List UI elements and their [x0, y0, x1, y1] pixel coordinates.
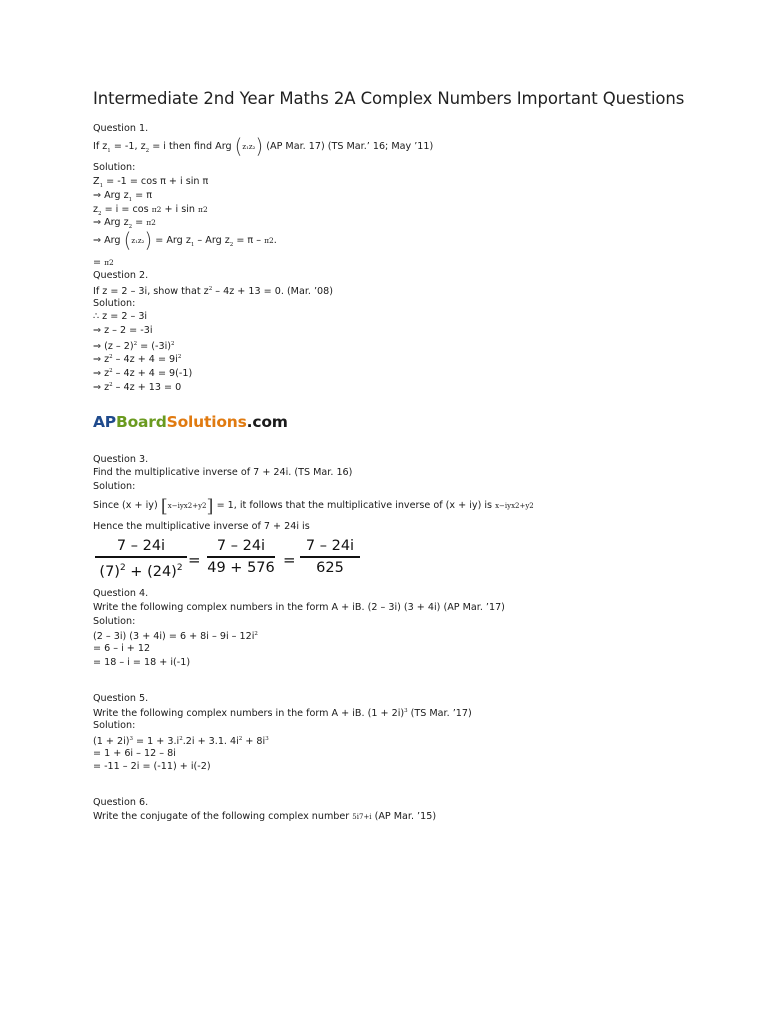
numerator: 7 – 24i: [216, 538, 266, 554]
numerator: 7 – 24i: [305, 538, 355, 554]
text: ⇒ (z – 2): [93, 341, 134, 353]
right-paren: ): [144, 228, 153, 252]
superscript: 2: [133, 341, 138, 347]
denominator: 625: [316, 559, 344, 576]
text: – 4z + 13 = 0. (Mar. ’08): [212, 286, 334, 298]
fraction-bar: [300, 556, 360, 558]
superscript: 3: [129, 736, 133, 742]
subscript: 2: [98, 210, 102, 217]
fraction-bar: [207, 556, 275, 558]
text: ⇒ Arg: [93, 235, 124, 246]
q3-step-1: [93, 496, 534, 517]
fraction-pi-2: π2: [198, 205, 208, 214]
q5-heading: Question 5.: [93, 693, 149, 704]
text: =: [132, 217, 147, 228]
fraction-bar: [95, 556, 187, 558]
equals-sign: =: [188, 551, 201, 569]
numerator: 7 – 24i: [116, 538, 166, 554]
text: (1 + 2i): [93, 736, 130, 748]
text: – 4z + 4 = 9i: [112, 354, 178, 366]
right-bracket: ]: [206, 496, 214, 517]
q1-statement: [93, 134, 434, 158]
text: Since (x + iy): [93, 500, 161, 511]
q2-statement: [93, 283, 333, 298]
text: =: [93, 257, 105, 268]
q2-heading: Question 2.: [93, 270, 149, 281]
apboardsolutions-logo[interactable]: [93, 413, 288, 431]
left-paren: (: [234, 134, 243, 158]
text: + 8i: [242, 736, 266, 748]
q3-equation: [95, 537, 365, 589]
q5-solution-label: Solution:: [93, 720, 136, 731]
superscript: 2: [176, 562, 183, 573]
q1-step-6: [93, 256, 114, 269]
fraction-pi-2: π2: [146, 218, 156, 227]
superscript: 3: [265, 736, 269, 742]
text: ⇒ Arg z: [93, 217, 129, 228]
q6-heading: Question 6.: [93, 797, 149, 808]
superscript: 2: [179, 736, 183, 742]
text: (2 – 3i) (3 + 4i) = 6 + 8i – 9i – 12i: [93, 631, 255, 643]
q1-heading: Question 1.: [93, 123, 149, 134]
superscript: 2: [119, 562, 126, 573]
q3-heading: Question 3.: [93, 454, 149, 465]
fraction-3: [300, 537, 360, 578]
text: .2i + 3.1. 4i: [182, 736, 239, 748]
fraction-pi-2: π2: [151, 205, 162, 214]
superscript: 2: [238, 736, 243, 742]
fraction-pi-2: π2: [264, 236, 274, 245]
text: (AP Mar. 17) (TS Mar.’ 16; May ’11): [263, 141, 434, 152]
superscript: 2: [109, 382, 113, 388]
text: = 1 + 3.i: [133, 736, 180, 748]
logo-solutions: Solutions: [166, 413, 247, 431]
denominator: 49 + 576: [207, 559, 275, 576]
text: = -1 = cos π + i sin π: [103, 176, 209, 187]
q4-step-3: = 18 – i = 18 + i(-1): [93, 657, 191, 668]
superscript: 2: [177, 354, 182, 360]
q6-statement: [93, 810, 436, 824]
text: = 1, it follows that the multiplicative inverse of (x + iy) is: [213, 500, 496, 511]
q2-step-4: [93, 351, 181, 366]
subscript: 1: [99, 182, 104, 189]
superscript: 2: [170, 341, 175, 347]
q3-statement: Find the multiplicative inverse of 7 + 24i. (TS Mar. 16): [93, 467, 353, 478]
q2-solution-label: Solution:: [93, 298, 136, 309]
q5-step-1: [93, 733, 269, 748]
q4-step-1: [93, 628, 258, 643]
text: .: [273, 235, 277, 246]
text: ⇒ z: [93, 382, 110, 394]
text: = π –: [233, 235, 265, 246]
fraction-z1-z2: z₁z₂: [242, 143, 256, 151]
denominator: [95, 559, 187, 582]
text: = π: [132, 190, 153, 201]
text: – 4z + 13 = 0: [112, 382, 182, 394]
text: + (24): [125, 563, 177, 580]
q1-step-5: [93, 228, 277, 252]
text: – Arg z: [194, 235, 230, 246]
fraction-1: [95, 537, 187, 582]
q2-step-6: [93, 379, 181, 394]
text: = -1, z: [110, 141, 146, 152]
left-bracket: [: [160, 496, 168, 517]
subscript: 2: [145, 147, 150, 154]
superscript: 2: [254, 631, 258, 637]
fraction-inverse: x−iyx2+y2: [167, 502, 207, 510]
q2-step-2: ⇒ z – 2 = -3i: [93, 325, 153, 336]
q5-step-2: = 1 + 6i – 12 – 8i: [93, 748, 176, 759]
text: z: [93, 204, 99, 215]
text: (AP Mar. ’15): [371, 811, 437, 822]
subscript: 2: [229, 241, 234, 248]
fraction-z1-z2: z₁z₂: [131, 237, 145, 245]
q2-step-5: [93, 365, 192, 380]
q4-step-2: = 6 – i + 12: [93, 643, 151, 654]
subscript: 1: [190, 241, 195, 248]
q4-solution-label: Solution:: [93, 616, 136, 627]
right-paren: ): [255, 134, 264, 158]
subscript: 1: [128, 196, 133, 203]
subscript: 1: [107, 147, 111, 154]
fraction-2: [207, 537, 275, 578]
text: ⇒ z: [93, 368, 110, 380]
q2-step-1: ∴ z = 2 – 3i: [93, 311, 148, 322]
text: + i sin: [161, 204, 199, 215]
text: Write the following complex numbers in the form A + iB. (1 + 2i): [93, 708, 405, 720]
text: If z = 2 – 3i, show that z: [93, 286, 209, 298]
q1-solution-label: Solution:: [93, 162, 136, 173]
superscript: 2: [109, 368, 113, 374]
superscript: 2: [208, 286, 213, 292]
text: Z: [93, 176, 100, 187]
text: ⇒ Arg z: [93, 190, 129, 201]
fraction-pi-2: π2: [104, 258, 114, 267]
logo-board: Board: [115, 413, 167, 431]
left-paren: (: [123, 228, 132, 252]
text: If z: [93, 141, 108, 152]
logo-ap: AP: [93, 413, 116, 431]
q4-statement: Write the following complex numbers in the form A + iB. (2 – 3i) (3 + 4i) (AP Mar. ’17): [93, 602, 505, 613]
text: = i then find Arg: [149, 141, 235, 152]
superscript: 3: [404, 708, 408, 714]
page-title: Intermediate 2nd Year Maths 2A Complex Numbers Important Questions: [93, 89, 685, 108]
superscript: 2: [109, 354, 113, 360]
equals-sign: =: [283, 551, 296, 569]
fraction-inverse: x−iyx2+y2: [495, 502, 534, 510]
text: (TS Mar. ’17): [407, 708, 472, 720]
q3-solution-label: Solution:: [93, 481, 136, 492]
text: – 4z + 4 = 9(-1): [112, 368, 193, 380]
q3-step-2: Hence the multiplicative inverse of 7 + 24i is: [93, 521, 310, 532]
text: = i = cos: [101, 204, 152, 215]
q5-statement: [93, 705, 472, 720]
logo-com: .com: [246, 413, 288, 431]
q4-heading: Question 4.: [93, 588, 149, 599]
q5-step-3: = -11 – 2i = (-11) + i(-2): [93, 761, 211, 772]
text: = Arg z: [152, 235, 191, 246]
subscript: 2: [128, 223, 133, 230]
text: (7): [99, 563, 120, 580]
text: = (-3i): [137, 341, 171, 353]
text: Write the conjugate of the following complex number: [93, 811, 353, 822]
text: ⇒ z: [93, 354, 110, 366]
fraction-5i-7-plus-i: 5i7+i: [352, 813, 372, 821]
